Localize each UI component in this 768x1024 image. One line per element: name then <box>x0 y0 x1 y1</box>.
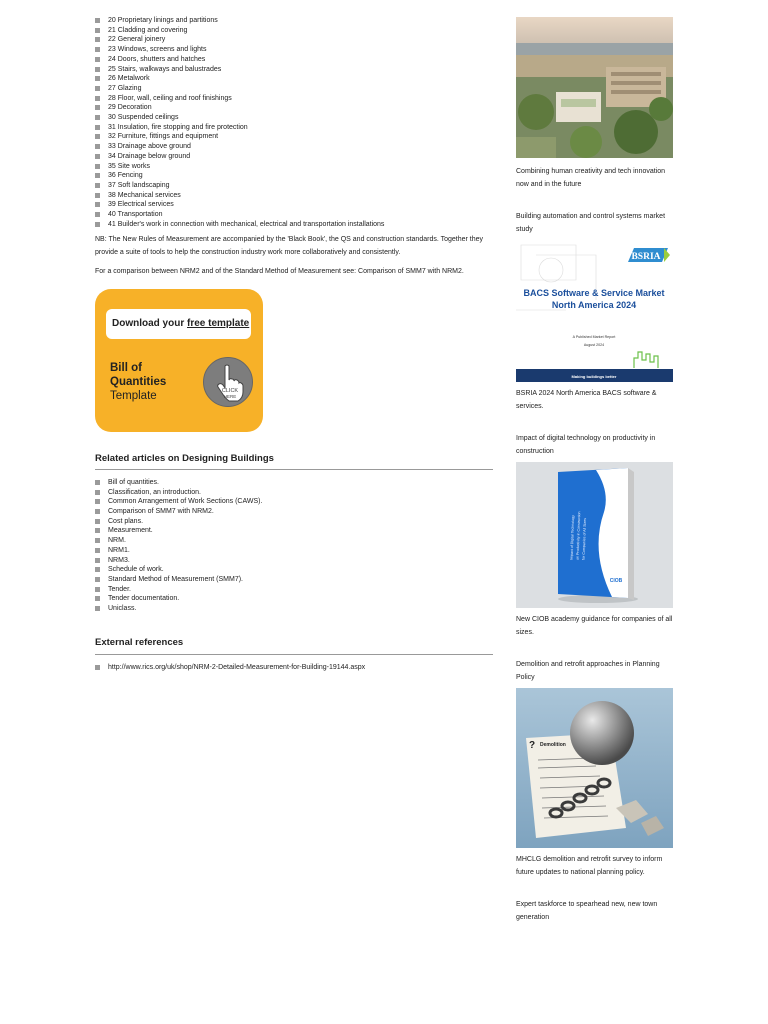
svg-text:?: ? <box>529 740 536 751</box>
sidebar-caption[interactable]: Building automation and control systems market study <box>516 213 666 233</box>
download-template-box[interactable] <box>106 309 251 339</box>
list-item: 20 Proprietary linings and partitions <box>95 16 495 26</box>
sidebar-caption[interactable]: Demolition and retrofit approaches in Planning Policy <box>516 661 660 681</box>
list-item: 41 Builder's work in connection with mechanical, electrical and transportation installations <box>95 220 495 230</box>
book-title-line1: Impact of Digital Technology <box>569 515 576 561</box>
external-references-heading: External references <box>95 636 184 648</box>
list-item: 34 Drainage below ground <box>95 152 495 162</box>
list-item: 37 Soft landscaping <box>95 181 495 191</box>
nrm-work-sections-list <box>95 16 495 229</box>
list-item: 21 Cladding and covering <box>95 26 495 36</box>
list-item: 22 General joinery <box>95 35 495 45</box>
bsria-footer: Making buildings better <box>571 374 617 379</box>
related-article-link[interactable]: Schedule of work. <box>95 565 495 575</box>
book-title-line3: for Companies of All Sizes <box>581 517 588 561</box>
bsria-date: August 2024 <box>583 343 605 347</box>
promo-title-line2: Quantities <box>110 375 167 388</box>
ciob-guidance-book[interactable] <box>516 462 673 608</box>
click-text: CLICK <box>221 387 239 394</box>
book-title-line2: on Productivity in Construction <box>575 511 582 561</box>
list-item: 39 Electrical services <box>95 200 495 210</box>
external-reference-link[interactable]: http://www.rics.org/uk/shop/NRM-2-Detailed-Measurement-for-Building-19144.aspx <box>95 663 495 673</box>
related-article-link[interactable]: Tender documentation. <box>95 594 495 604</box>
article-content <box>95 16 495 673</box>
list-item: 29 Decoration <box>95 103 495 113</box>
download-prefix: Download your <box>112 317 187 329</box>
sidebar-caption[interactable]: New CIOB academy guidance for companies of all sizes. <box>516 616 673 636</box>
bsria-title-line2: North America 2024 <box>551 300 637 310</box>
list-item: 33 Drainage above ground <box>95 142 495 152</box>
sidebar-caption[interactable]: BSRIA 2024 North America BACS software & services. <box>516 390 657 410</box>
related-article-link[interactable]: Cost plans. <box>95 517 495 527</box>
related-article-link[interactable]: Tender. <box>95 585 495 595</box>
list-item: 25 Stairs, walkways and balustrades <box>95 65 495 75</box>
nb-paragraph: NB: The New Rules of Measurement are accompanied by the 'Black Book', the QS and construction standards. Together they provide a suite of tools to help the construction industry work more collaboratively and consistently. <box>95 236 484 256</box>
bsria-logo: BSRIA <box>631 252 661 262</box>
free-template-link[interactable]: free template <box>187 317 250 329</box>
pointer-hand-icon <box>204 358 252 406</box>
related-article-link[interactable]: NRM1. <box>95 546 495 556</box>
list-item: 35 Site works <box>95 162 495 172</box>
list-item: 40 Transportation <box>95 210 495 220</box>
related-articles-heading: Related articles on Designing Buildings <box>95 452 274 464</box>
related-article-link[interactable]: Comparison of SMM7 with NRM2. <box>95 507 495 517</box>
sidebar-caption[interactable]: Combining human creativity and tech innovation now and in the future <box>516 168 666 188</box>
related-article-link[interactable]: Bill of quantities. <box>95 478 495 488</box>
related-article-link[interactable]: Measurement. <box>95 526 495 536</box>
list-item: 26 Metalwork <box>95 74 495 84</box>
ciob-logo: CIOB <box>609 578 623 584</box>
list-item: 24 Doors, shutters and hatches <box>95 55 495 65</box>
list-item: 27 Glazing <box>95 84 495 94</box>
section-divider <box>95 654 493 655</box>
related-article-link[interactable]: Classification, an introduction. <box>95 488 495 498</box>
related-articles-list <box>95 478 495 614</box>
list-item: 30 Suspended ceilings <box>95 113 495 123</box>
comparison-paragraph[interactable]: For a comparison between NRM2 and of the Standard Method of Measurement see: Comparison of SMM7 with NRM2. <box>95 268 464 276</box>
promo-title <box>110 361 200 403</box>
related-article-link[interactable]: Standard Method of Measurement (SMM7). <box>95 575 495 585</box>
list-item: 38 Mechanical services <box>95 191 495 201</box>
sidebar <box>516 17 674 924</box>
bsria-title-line1: BACS Software & Service Market <box>523 288 665 298</box>
bsria-report-cover[interactable] <box>516 240 673 382</box>
click-here-button[interactable] <box>203 357 253 407</box>
section-divider <box>95 469 493 470</box>
bill-of-quantities-template-banner[interactable] <box>95 289 263 432</box>
list-item: 36 Fencing <box>95 171 495 181</box>
sidebar-caption[interactable]: Expert taskforce to spearhead new, new town generation <box>516 901 658 921</box>
list-item: 31 Insulation, fire stopping and fire protection <box>95 123 495 133</box>
related-article-link[interactable]: Common Arrangement of Work Sections (CAWS). <box>95 497 495 507</box>
related-article-link[interactable]: NRM3. <box>95 556 495 566</box>
aerial-city-image[interactable] <box>516 17 673 158</box>
list-item: 23 Windows, screens and lights <box>95 45 495 55</box>
sidebar-caption[interactable]: MHCLG demolition and retrofit survey to inform future updates to national planning policy. <box>516 856 663 876</box>
form-heading: Demolition <box>540 742 566 748</box>
list-item: 32 Furniture, fittings and equipment <box>95 132 495 142</box>
related-article-link[interactable]: NRM. <box>95 536 495 546</box>
sidebar-caption[interactable]: Impact of digital technology on productivity in construction <box>516 435 656 455</box>
promo-title-line3: Template <box>110 389 157 402</box>
external-references-list <box>95 663 495 673</box>
wrecking-ball-image[interactable] <box>516 688 673 848</box>
promo-title-line1: Bill of <box>110 361 142 374</box>
here-text: HERE <box>223 393 237 399</box>
related-article-link[interactable]: Uniclass. <box>95 604 495 614</box>
bsria-subtitle: A Published Market Report <box>572 335 616 339</box>
list-item: 28 Floor, wall, ceiling and roof finishings <box>95 94 495 104</box>
